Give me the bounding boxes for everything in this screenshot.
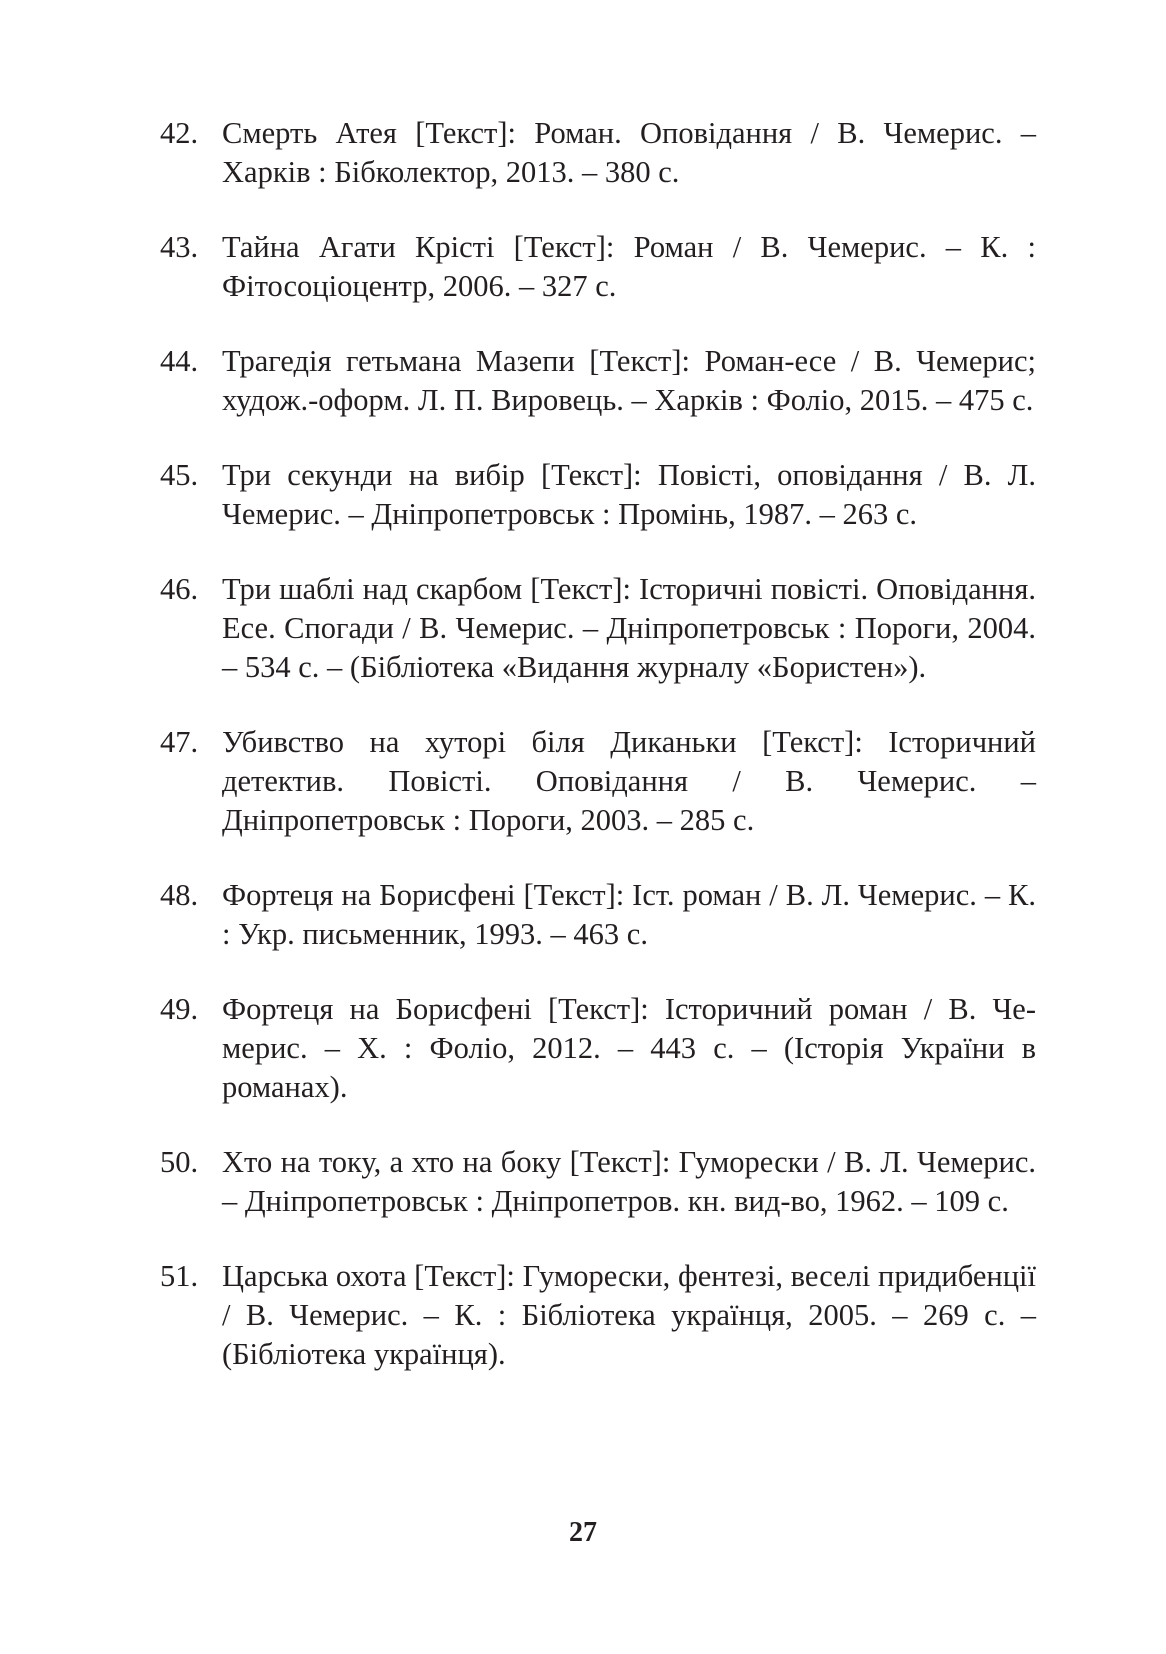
bibliography-entry [160,228,1036,306]
entry-number: 45. [160,458,199,492]
bibliography-entry [160,723,1036,840]
entry-text: Фортеця на Борисфені [Текст]: Історичний роман / В. Чемерис. – Х. : Фоліо, 2012. – 443 с. – (Історія України в романах). [222,992,1036,1104]
bibliography-list [160,114,1036,1410]
entry-text: Тайна Агати Крісті [Текст]: Роман / В. Чемерис. – К. : Фітосоціоцентр, 2006. – 327 с. [222,230,1036,303]
entry-number: 48. [160,878,199,912]
bibliography-entry [160,1257,1036,1374]
entry-number: 42. [160,116,199,150]
bibliography-entry [160,114,1036,192]
entry-number: 46. [160,572,199,606]
entry-number: 51. [160,1259,199,1293]
entry-number: 49. [160,992,199,1026]
entry-number: 50. [160,1145,199,1179]
entry-number: 44. [160,344,199,378]
entry-text: Три секунди на вибір [Текст]: Повісті, оповідання / В. Л. Чемерис. – Дніпропетровськ : Промінь, 1987. – 263 с. [222,458,1036,531]
entry-number: 43. [160,230,199,264]
bibliography-entry [160,570,1036,687]
page-number: 27 [569,1517,597,1548]
entry-text: Смерть Атея [Текст]: Роман. Оповідання / В. Чемерис. – Харків : Бібколектор, 2013. – 380 с. [222,116,1036,189]
entry-text: Убивство на хуторі біля Диканьки [Текст]: Історичний детектив. Повісті. Оповідання / В. Чемерис. – Дніпропетровськ : Пороги, 2003. – 285 с. [222,725,1036,837]
entry-text: Хто на току, а хто на боку [Текст]: Гуморески / В. Л. Чемерис. – Дніпропетровськ : Дніпропетров. кн. вид-во, 1962. – 109 с. [222,1145,1036,1218]
entry-text: Трагедія гетьмана Мазепи [Текст]: Роман-есе / В. Чемерис; худож.-оформ. Л. П. Вировець. – Харків : Фоліо, 2015. – 475 с. [222,344,1036,417]
bibliography-entry [160,990,1036,1107]
bibliography-entry [160,342,1036,420]
bibliography-entry [160,456,1036,534]
entry-text: Царська охота [Текст]: Гуморески, фентезі, веселі придибенції / В. Чемерис. – К. : Бібліотека українця, 2005. – 269 с. – (Бібліотека українця). [222,1259,1036,1371]
bibliography-entry [160,876,1036,954]
bibliography-entry [160,1143,1036,1221]
entry-text: Три шаблі над скарбом [Текст]: Історичні повісті. Оповідання. Есе. Спогади / В. Чемерис. – Дніпропетровськ : Пороги, 2004. – 534 с. – (Бібліотека «Видання журналу «Бористен»). [222,572,1036,684]
entry-text: Фортеця на Борисфені [Текст]: Іст. роман / В. Л. Чемерис. – К. : Укр. письменник, 1993. – 463 с. [222,878,1036,951]
entry-number: 47. [160,725,199,759]
